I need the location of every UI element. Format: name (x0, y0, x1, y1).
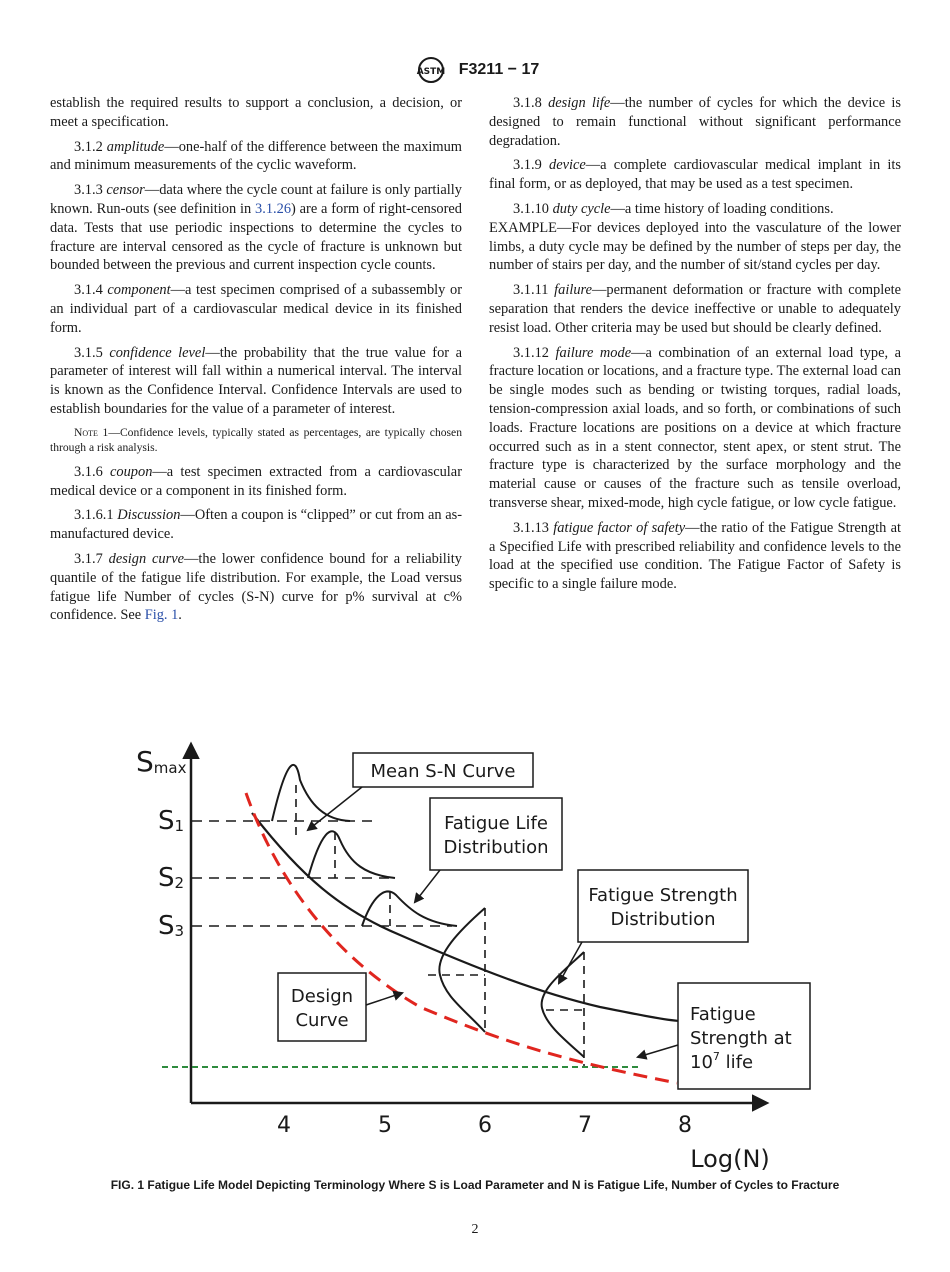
x-tick-4: 4 (277, 1113, 291, 1138)
note-1: Note 1—Confidence levels, typically stated as percentages, are typically chosen through a risk analysis. (50, 425, 462, 454)
example-duty-cycle: EXAMPLE—For devices deployed into the vasculature of the lower limbs, a duty cycle may be defined by the number of steps per day, the number of stairs per day, and the number of sit/stand cycles per day. (489, 219, 901, 274)
s2-label: S2 (158, 863, 185, 893)
astm-logo-icon (411, 56, 451, 84)
standard-code: F3211 − 17 (458, 61, 540, 78)
definition-3-1-12: 3.1.12 failure mode—a combination of an external load type, a fracture location or locations, and a fracture type. The external load can be single modes such as bending or twisting torques, radial loads, tension-compression axial loads, and so forth, or combinations of such loads. Fracture locations are positions on a device at which fracture occurred such as in a stent connector, stent apex, or stent strut. The fracture type is characterized by the surface morphology and the material cause or causes of the fracture such as tensile overload, transverse shear, mixed-mode, high cycle fatigue, or low cycle fatigue. (489, 344, 901, 511)
life-dist-box-text: Fatigue Life Distribution (443, 813, 549, 858)
design-curve-box-text: Design Curve (290, 986, 354, 1031)
life-dist-box (430, 798, 562, 870)
figure-caption: FIG. 1 Fatigue Life Model Depicting Terminology Where S is Load Parameter and N is Fatigue Life, Number of Cycles to Fracture (110, 1178, 840, 1192)
definition-3-1-10: 3.1.10 duty cycle—a time history of loading conditions. (513, 200, 834, 217)
life-distribution-s3 (362, 892, 457, 926)
life-distribution-s1 (272, 765, 350, 821)
definition-3-1-8: 3.1.8 design life—the number of cycles for which the device is designed to remain functional without significant performance degradation. (489, 95, 901, 149)
x-tick-8: 8 (678, 1113, 692, 1138)
life-dist-pointer (415, 870, 440, 902)
ref-link-fig-1[interactable]: Fig. 1 (144, 607, 179, 624)
s3-label: S3 (158, 911, 185, 941)
strength-dist-pointer (559, 942, 582, 983)
definition-3-1-3: 3.1.3 censor—data where the cycle count at failure is only partially known. Run-outs (see definition in 3.1.26) are a form of right-censored data. Tests that use periodic inspections to determine the cycles to fracture are interval censored as the cycle of fracture is unknown but bounded between the previous and current inspection cycle counts. (50, 182, 462, 274)
strength-at-life-pointer (638, 1045, 678, 1057)
definition-3-1-4: 3.1.4 component—a test specimen comprised of a subassembly or an individual part of a cardiovascular medical device in its finished form. (50, 282, 462, 336)
definition-3-1-6: 3.1.6 coupon—a test specimen extracted from a cardiovascular medical device or a component in its finished form. (50, 463, 462, 499)
figure-fatigue-life-model (100, 725, 860, 1175)
design-curve-pointer (366, 993, 402, 1005)
definition-3-1-11: 3.1.11 failure—permanent deformation or fracture with complete separation that renders the device ineffective or unable to adequately resist load. Other criteria may be used but should be clearly defined. (489, 282, 901, 336)
definition-3-1-6-1: 3.1.6.1 Discussion—Often a coupon is “clipped” or cut from an as-manufactured device. (50, 507, 462, 543)
svg-text:ASTM: ASTM (416, 67, 446, 77)
definition-3-1-13: 3.1.13 fatigue factor of safety—the ratio of the Fatigue Strength at a Specified Life with prescribed reliability and confidence levels to the load at the specified use condition. The Fatigue Factor of Safety is specific to a single failure mode. (489, 519, 901, 593)
page-header (0, 56, 950, 84)
life-distribution-s2 (308, 831, 395, 878)
ref-link-3-1-26[interactable]: 3.1.26 (255, 200, 292, 217)
page-number: 2 (471, 1222, 479, 1237)
s1-label: S1 (158, 806, 185, 836)
y-axis-label: Smax (136, 745, 187, 778)
strength-distribution-7 (542, 952, 584, 1057)
strength-at-life-box-text: Fatigue Strength at $10^7$ life (690, 1004, 792, 1073)
x-tick-5: 5 (378, 1113, 392, 1138)
x-tick-6: 6 (478, 1113, 492, 1138)
x-tick-7: 7 (578, 1113, 592, 1138)
strength-dist-box-text: Fatigue Strength Distribution (588, 885, 738, 930)
definition-3-1-9: 3.1.9 device—a complete cardiovascular medical implant in its final form, or as deployed, that may be used as a test specimen. (489, 157, 901, 193)
right-column (489, 94, 901, 600)
strength-dist-box (578, 870, 748, 942)
x-axis-label: Log(N) (690, 1145, 770, 1173)
strength-distribution-6 (439, 908, 485, 1032)
left-column (50, 94, 462, 631)
definition-3-1-7: 3.1.7 design curve—the lower confidence bound for a reliability quantile of the fatigue life distribution. For example, the Load versus fatigue life Number of cycles (S-N) curve for p% survival at c% confidence. See Fig. 1. (50, 550, 462, 624)
mean-sn-pointer (308, 787, 362, 830)
definition-3-1-2: 3.1.2 amplitude—one-half of the difference between the maximum and minimum measurements of the cyclic waveform. (50, 138, 462, 174)
mean-sn-box-text: Mean S-N Curve (370, 761, 516, 782)
paragraph-continued: establish the required results to support a conclusion, a decision, or meet a specification. (50, 95, 462, 130)
definition-3-1-5: 3.1.5 confidence level—the probability that the true value for a parameter of interest will fall within a numerical interval. The interval is known as the Confidence Interval. Confidence Intervals are used to establish boundaries for the value of a parameter of interest. (50, 344, 462, 417)
